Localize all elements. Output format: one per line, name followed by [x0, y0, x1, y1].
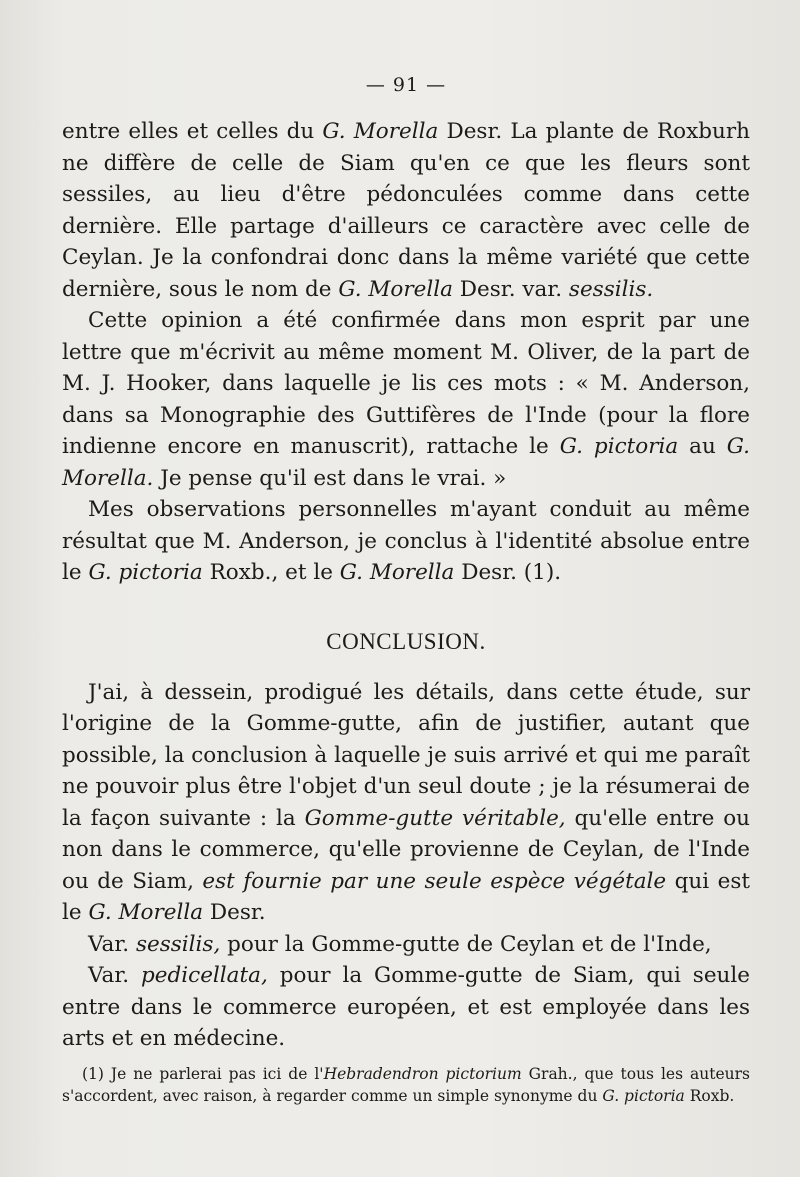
conclusion-paragraph: J'ai, à dessein, prodigué les détails, dans cette étude, sur l'origine de la Gomme-gutte, afin de justifier, autant que possible, la conclusion à laquelle je suis arrivé et qui me paraît ne pouvoir plus être l'objet d'un seul doute ; je la résumerai de la façon suivante : la Gomme-gutte véritable, qu'elle entre ou non dans le commerce, qu'elle provienne de Ceylan, de l'Inde ou de Siam, est fournie par une seule espèce végétale qui est le G. Morella Desr.: [62, 679, 751, 925]
section-heading: CONCLUSION.: [326, 628, 486, 654]
variety-pedicellata: Var. pedicellata, pour la Gomme-gutte de Siam, qui seule entre dans le commerce européen, et est employée dans les arts et en médecine.: [62, 963, 750, 1051]
footnote: (1) Je ne parlerai pas ici de l'Hebradendron pictorium Grah., que tous les auteurs s'accordent, avec raison, à regarder comme un simple synonyme du G. pictoria Roxb.: [62, 1064, 750, 1105]
variety-sessilis: Var. sessilis, pour la Gomme-gutte de Ceylan et de l'Inde,: [88, 931, 712, 957]
page-number: — 91 —: [365, 74, 447, 96]
paragraph-continuation: entre elles et celles du G. Morella Desr. La plante de Roxburh ne diffère de celle de Siam qu'en ce que les fleurs sont sessiles, au lieu d'être pédonculées comme dans cette dernière. Elle partage d'ailleurs ce caractère avec celle de Ceylan. Je la confondrai donc dans la même variété que cette dernière, sous le nom de G. Morella Desr. var. sessilis.: [62, 119, 750, 302]
paragraph-opinion: Cette opinion a été confirmée dans mon esprit par une lettre que m'écrivit au même moment M. Oliver, de la part de M. J. Hooker, dans laquelle je lis ces mots : « M. Anderson, dans sa Monographie des Guttifères de l'Inde (pour la flore indienne encore en manuscrit), rattache le G. pictoria au G. Morella. Je pense qu'il est dans le vrai. »: [62, 308, 750, 491]
paragraph-observations: Mes observations personnelles m'ayant conduit au même résultat que M. Anderson, je conclus à l'identité absolue entre le G. pictoria Roxb., et le G. Morella Desr. (1).: [62, 497, 750, 585]
